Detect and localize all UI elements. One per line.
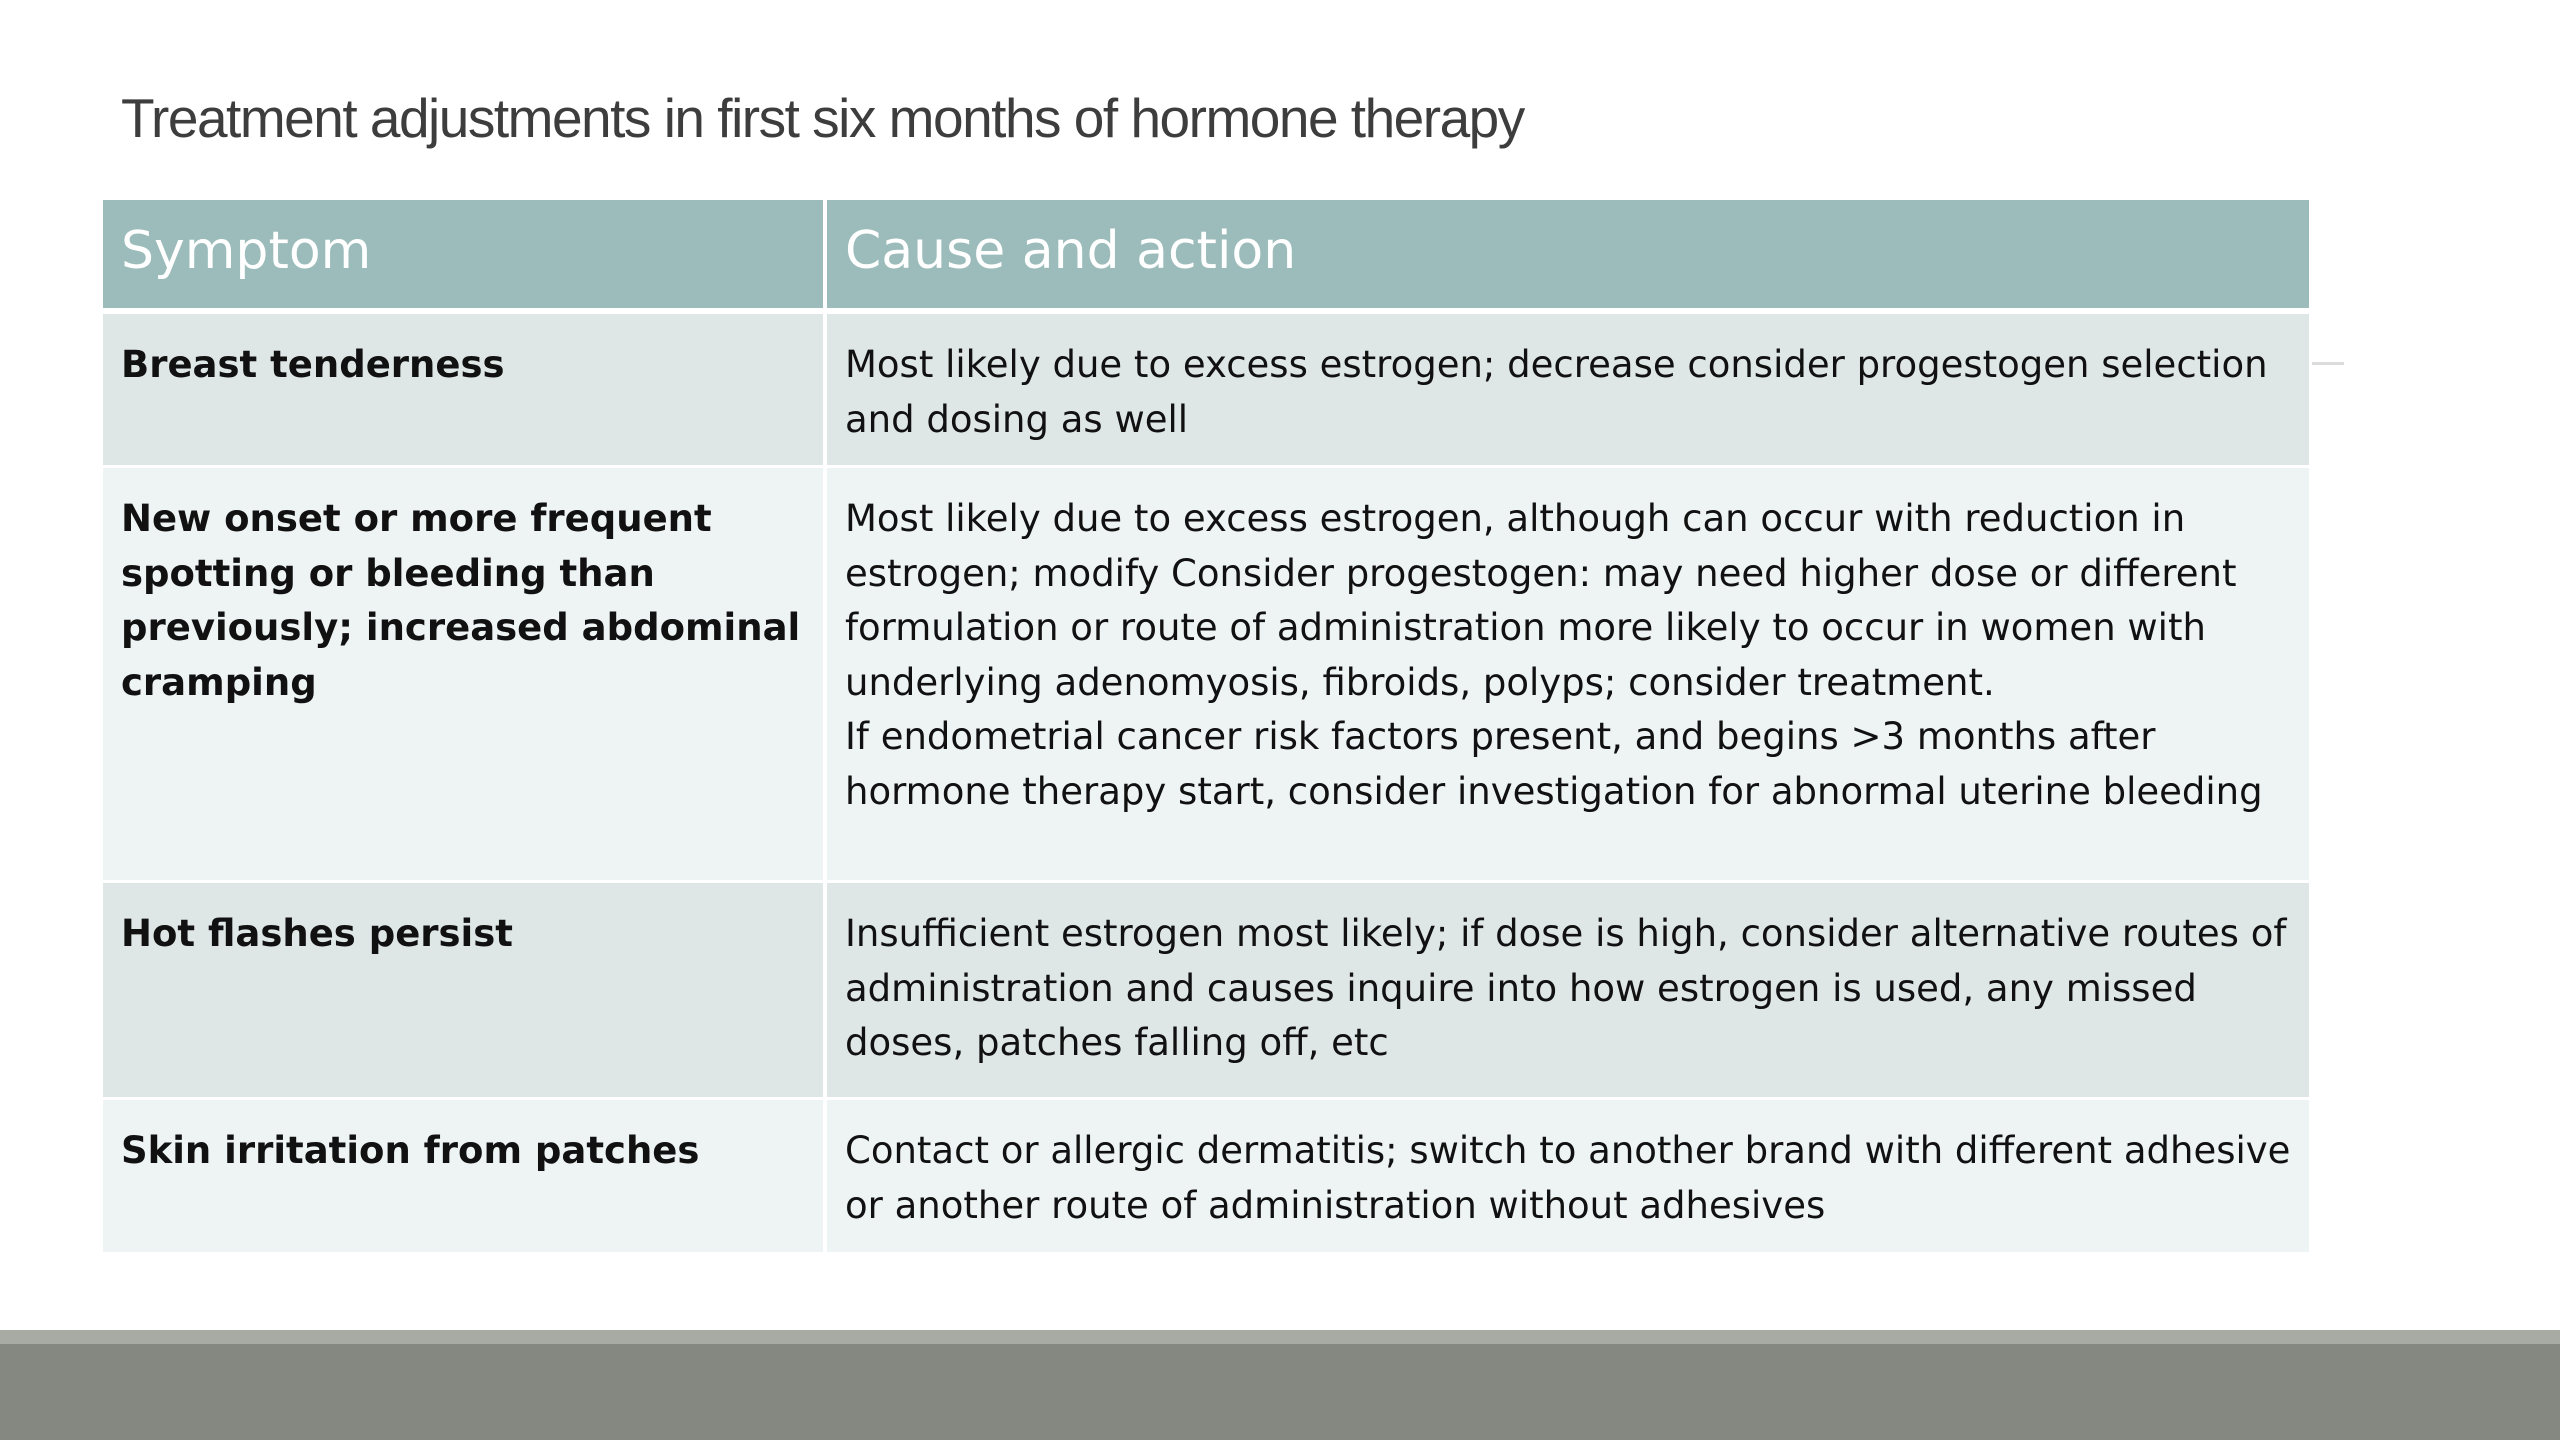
action-cell: Contact or allergic dermatitis; switch to another brand with different adhesive or another route of administration without adhesives <box>825 1099 2309 1253</box>
symptom-table-container <box>103 200 2309 1252</box>
table-row <box>103 1099 2309 1253</box>
table-row <box>103 311 2309 467</box>
action-text: Most likely due to excess estrogen, although can occur with reduction in estrogen; modify Consider progestogen: may need higher dose or different formulation or route of administration more likely to occur in women with underlying adenomyosis, fibroids, polyps; consider treatment. <box>845 497 2237 704</box>
table-header-row <box>103 200 2309 311</box>
header-cause-and-action: Cause and action <box>825 200 2309 311</box>
table-row <box>103 882 2309 1099</box>
action-text-continued: If endometrial cancer risk factors present, and begins >3 months after hormone therapy start, consider investigation for abnormal uterine bleeding <box>845 715 2263 813</box>
table-row <box>103 467 2309 882</box>
decorative-dash <box>2312 362 2344 365</box>
symptom-cell: Skin irritation from patches <box>103 1099 825 1253</box>
action-cell: Insufficient estrogen most likely; if dose is high, consider alternative routes of administration and causes inquire into how estrogen is used, any missed doses, patches falling off, etc <box>825 882 2309 1099</box>
symptom-cell: Hot flashes persist <box>103 882 825 1099</box>
footer-stripe <box>0 1330 2560 1344</box>
symptom-table <box>103 200 2309 1252</box>
symptom-cell: New onset or more frequent spotting or bleeding than previously; increased abdominal cramping <box>103 467 825 882</box>
slide-title: Treatment adjustments in first six months of hormone therapy <box>121 87 1524 149</box>
header-symptom: Symptom <box>103 200 825 311</box>
action-cell <box>825 467 2309 882</box>
action-cell: Most likely due to excess estrogen; decrease consider progestogen selection and dosing as well <box>825 311 2309 467</box>
symptom-cell: Breast tenderness <box>103 311 825 467</box>
footer-bar <box>0 1344 2560 1440</box>
